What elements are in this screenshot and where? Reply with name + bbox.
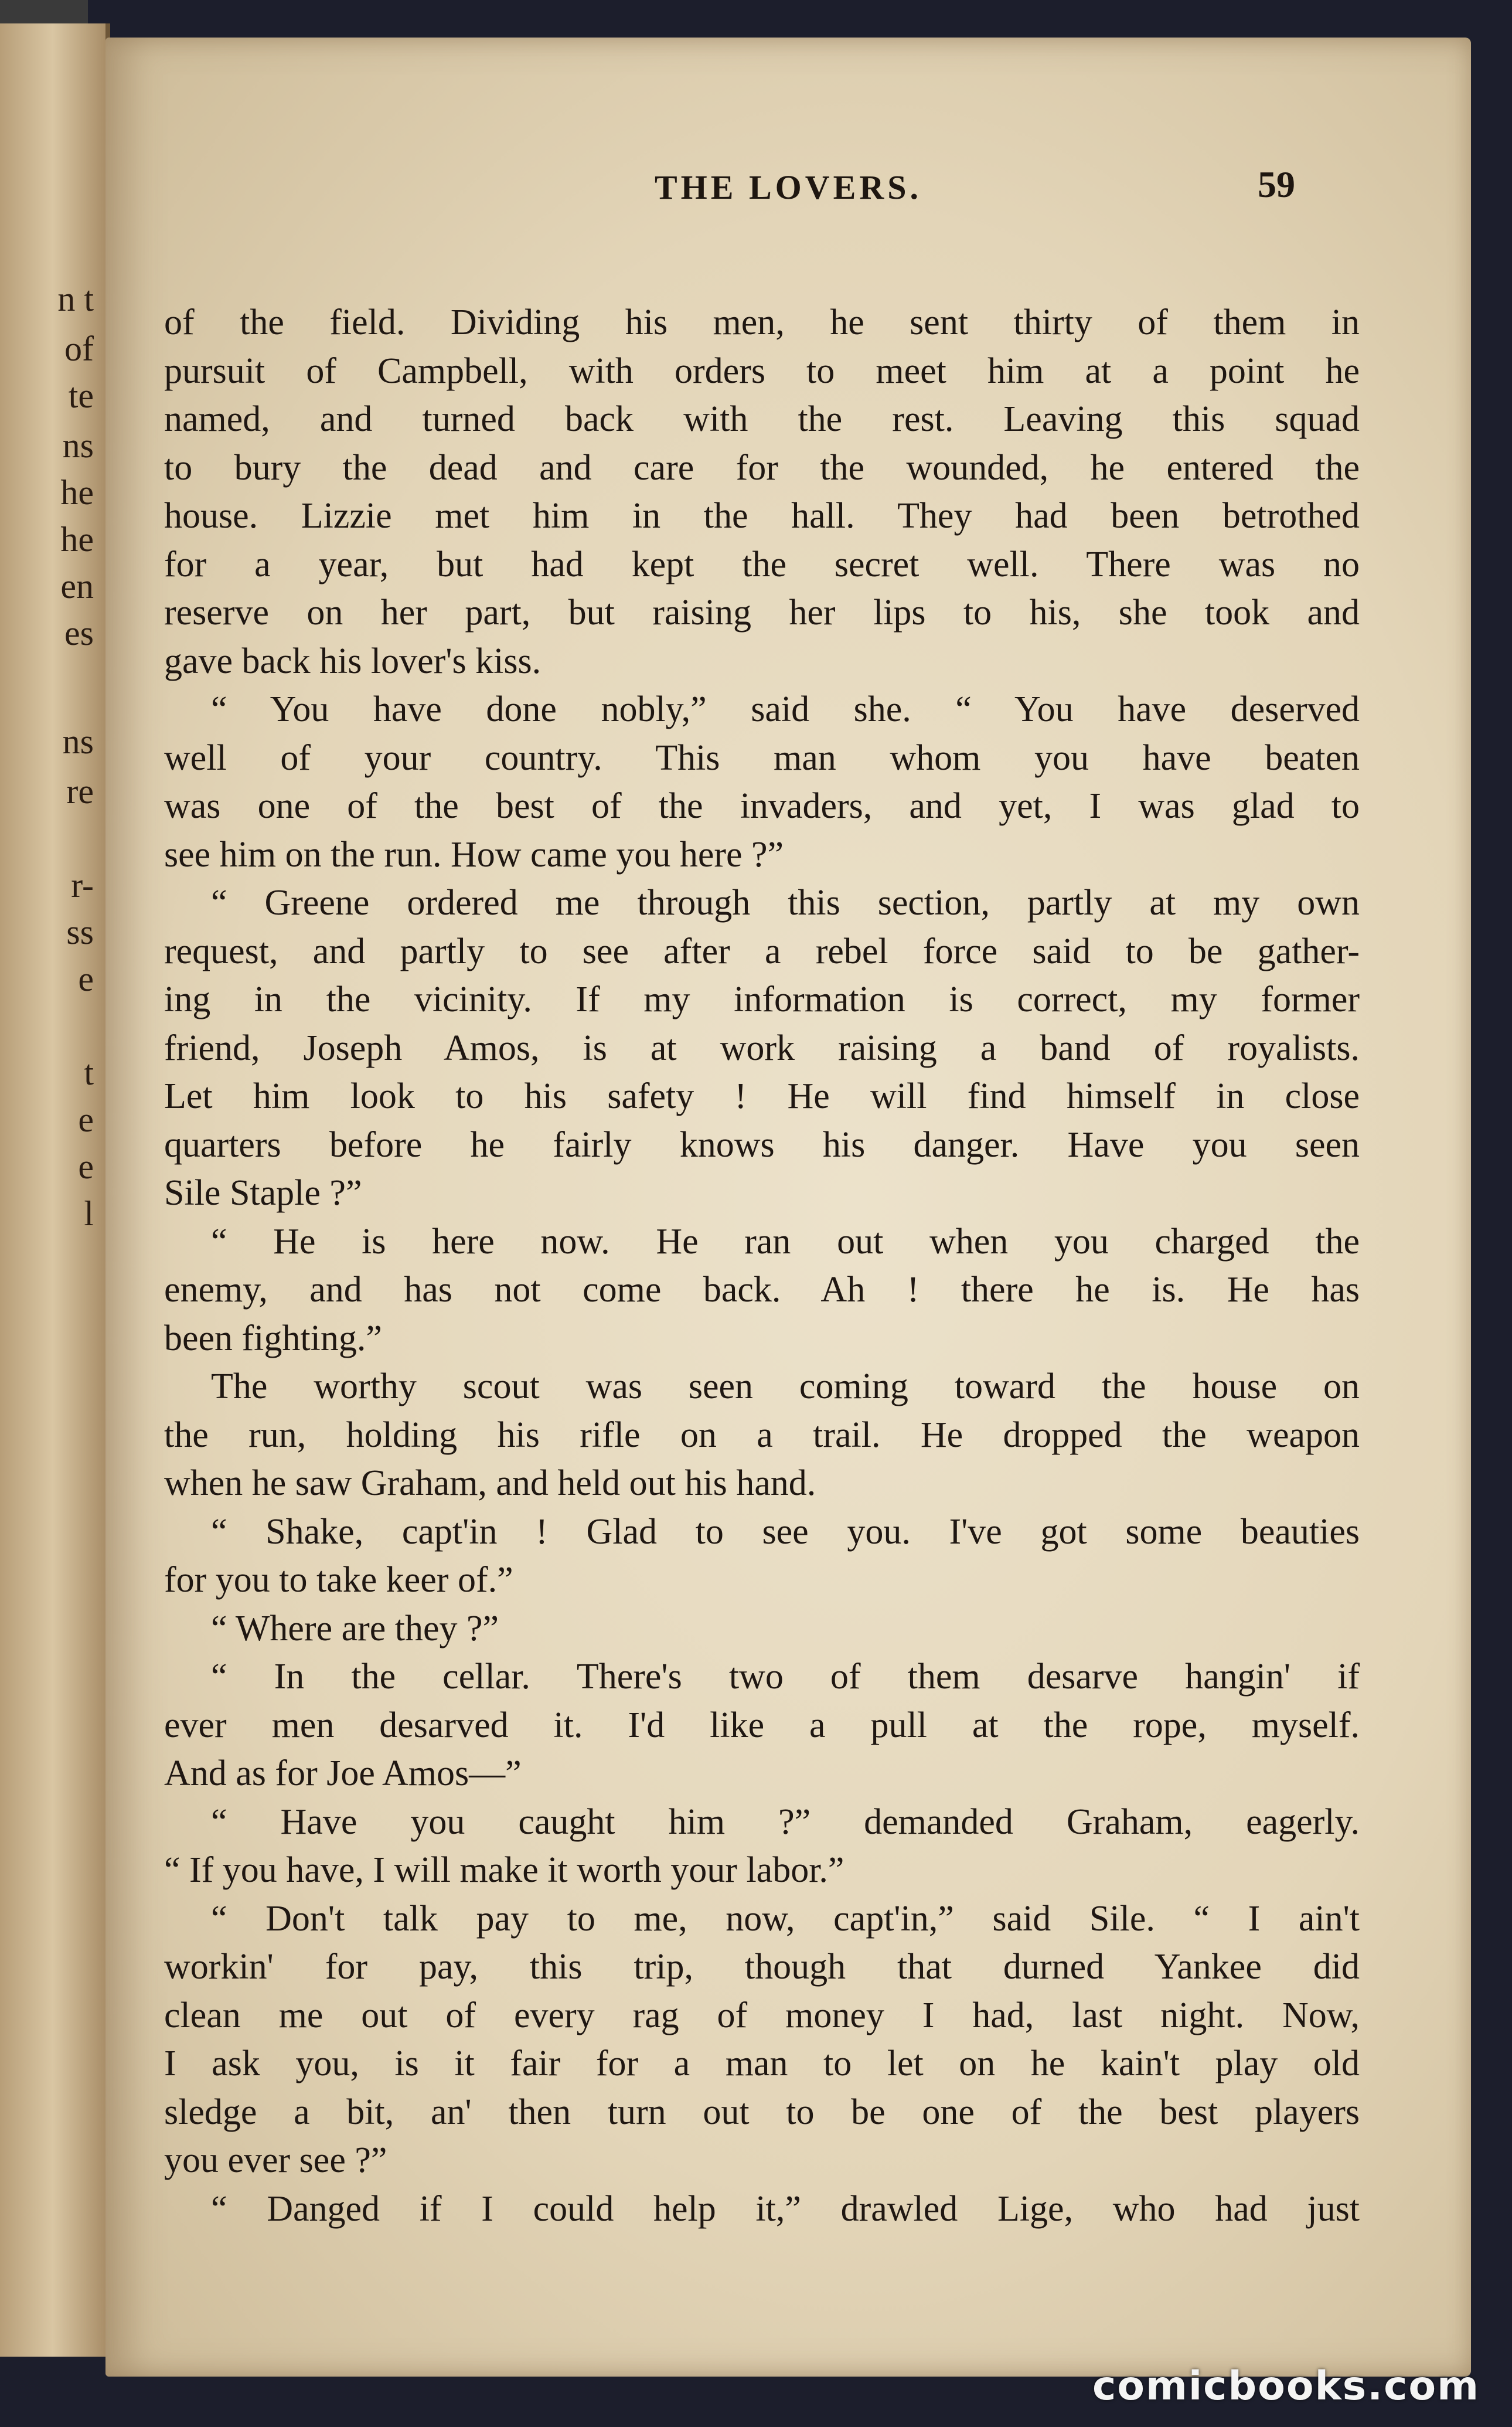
text-line: “ You have done nobly,” said she. “ You have deserved — [211, 689, 1360, 729]
text-line: to bury the dead and care for the wounded, he entered the — [164, 447, 1360, 488]
previous-page-fragment: r- — [71, 866, 94, 905]
previous-page-fragment: ss — [66, 913, 94, 951]
text-line: gave back his lover's kiss. — [164, 641, 542, 681]
text-line: you ever see ?” — [164, 2140, 387, 2180]
text-line: The worthy scout was seen coming toward the house on — [211, 1367, 1360, 1406]
previous-page-fragment: es — [64, 614, 94, 652]
text-line: ing in the vicinity. If my information is correct, my former — [164, 980, 1360, 1019]
previous-page-fragment: e — [78, 1100, 94, 1139]
running-head: THE LOVERS. — [655, 168, 922, 206]
body-text — [164, 298, 1360, 2233]
text-line: for you to take keer of.” — [164, 1560, 513, 1600]
previous-page-fragment: he — [60, 520, 94, 559]
text-line: named, and turned back with the rest. Leaving this squad — [164, 399, 1360, 439]
text-line: was one of the best of the invaders, and yet, I was glad to — [164, 786, 1360, 826]
text-line: clean me out of every rag of money I had, last night. Now, — [164, 1995, 1360, 2035]
text-line: “ If you have, I will make it worth your labor.” — [164, 1850, 844, 1890]
text-line: “ Shake, capt'in ! Glad to see you. I've got some beauties — [211, 1511, 1360, 1552]
previous-page-fragment: e — [78, 1147, 94, 1186]
text-line: “ Danged if I could help it,” drawled Lige, who had just — [211, 2188, 1360, 2229]
previous-page-fragment: he — [60, 473, 94, 512]
previous-page-fragment: ns — [62, 722, 94, 761]
text-line: workin' for pay, this trip, though that durned Yankee did — [164, 1947, 1360, 1987]
text-line: request, and partly to see after a rebel force said to be gather- — [164, 931, 1360, 971]
text-line: see him on the run. How came you here ?” — [164, 834, 784, 875]
text-line: quarters before he fairly knows his danger. Have you seen — [164, 1124, 1360, 1165]
text-line: “ He is here now. He ran out when you charged the — [211, 1221, 1360, 1262]
previous-page-fragment: l — [84, 1194, 94, 1233]
text-line: And as for Joe Amos—” — [164, 1753, 522, 1793]
text-line: of the field. Dividing his men, he sent thirty of them in — [164, 302, 1360, 342]
book-page — [105, 38, 1471, 2377]
previous-page-fragment: ns — [62, 426, 94, 465]
previous-page-fragment: re — [66, 772, 94, 811]
text-line: pursuit of Campbell, with orders to meet him at a point he — [164, 351, 1360, 391]
previous-page-fragment: n t — [57, 280, 94, 318]
previous-page-fragment: en — [60, 567, 94, 606]
previous-page-fragment: e — [78, 960, 94, 998]
text-line: for a year, but had kept the secret well. There was no — [164, 544, 1360, 584]
text-line: sledge a bit, an' then turn out to be one of the best players — [164, 2092, 1360, 2132]
text-line: Let him look to his safety ! He will find himself in close — [164, 1076, 1360, 1116]
text-line: “ In the cellar. There's two of them desarve hangin' if — [211, 1657, 1360, 1697]
text-line: “ Where are they ?” — [211, 1608, 499, 1648]
previous-page-fragment: t — [84, 1053, 94, 1092]
text-line: “ Greene ordered me through this section, partly at my own — [211, 883, 1360, 923]
page-number: 59 — [1258, 164, 1295, 205]
previous-page-fragment: te — [68, 376, 94, 415]
previous-page-edge — [0, 23, 110, 2357]
text-line: well of your country. This man whom you have beaten — [164, 737, 1360, 778]
text-line: friend, Joseph Amos, is at work raising a band of royalists. — [164, 1028, 1360, 1068]
previous-page-fragment: of — [64, 329, 94, 368]
text-line: when he saw Graham, and held out his hand. — [164, 1463, 816, 1503]
text-line: house. Lizzie met him in the hall. They had been betrothed — [164, 496, 1360, 536]
text-line: Sile Staple ?” — [164, 1173, 362, 1213]
text-line: “ Don't talk pay to me, now, capt'in,” said Sile. “ I ain't — [211, 1898, 1360, 1939]
site-watermark: comicbooks.com — [1092, 2363, 1480, 2409]
text-line: I ask you, is it fair for a man to let on he kain't play old — [164, 2044, 1360, 2083]
text-line: the run, holding his rifle on a trail. He dropped the weapon — [164, 1415, 1360, 1455]
text-line: been fighting.” — [164, 1318, 382, 1358]
text-line: reserve on her part, but raising her lips to his, she took and — [164, 593, 1360, 633]
text-line: ever men desarved it. I'd like a pull at the rope, myself. — [164, 1705, 1360, 1745]
text-line: enemy, and has not come back. Ah ! there he is. He has — [164, 1270, 1360, 1310]
text-line: “ Have you caught him ?” demanded Graham, eagerly. — [211, 1801, 1360, 1842]
